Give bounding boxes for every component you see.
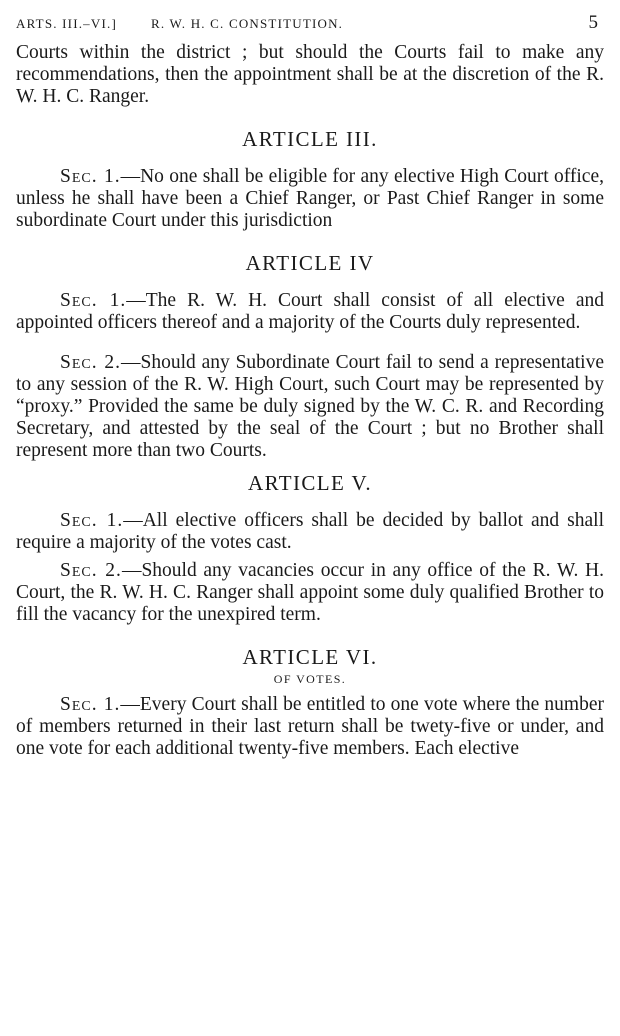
article-4-heading: ARTICLE IV [245, 251, 375, 275]
article-5-heading: ARTICLE V. [248, 471, 372, 495]
article-6-subheading: OF VOTES. [273, 672, 347, 686]
article-3-heading: ARTICLE III. [242, 127, 378, 151]
section-label: Sec. 2. [60, 560, 122, 581]
article-4-section-1 [16, 290, 604, 334]
section-label: Sec. 1. [60, 510, 124, 531]
section-label: Sec. 1. [60, 166, 121, 187]
running-head-title: R. W. H. C. CONSTITUTION. [150, 16, 344, 31]
section-text: —Should any vacancies occur in any office of the R. W. H. Court, the R. W. H. C. Ranger shall appoint some duly qualified Brother to fill the vacancy for the unexpired term. [16, 560, 604, 625]
section-text: —No one shall be eligible for any elective High Court office, unless he shall have been a Chief Ranger, or Past Chief Ranger in some subordinate Court under this jurisdiction [16, 166, 604, 231]
article-3-section-1 [16, 166, 604, 232]
section-label: Sec. 1. [60, 694, 121, 715]
section-label: Sec. 1. [60, 290, 127, 311]
article-5-section-1 [16, 510, 604, 554]
article-4-section-2 [16, 352, 604, 462]
section-text: —All elective officers shall be decided by ballot and shall require a majority of the votes cast. [16, 510, 604, 553]
intro-paragraph: Courts within the district ; but should the Courts fail to make any recommendations, then the appointment shall be at the discretion of the R. W. H. C. Ranger. [16, 42, 604, 107]
page-number: 5 [588, 12, 598, 33]
article-6-section-1 [16, 694, 604, 760]
book-page [16, 12, 604, 760]
article-5-section-2 [16, 560, 604, 626]
section-text: —Every Court shall be entitled to one vote where the number of members returned in their last return shall be twety-five or under, and one vote for each additional twenty-five members. Each elective [16, 694, 604, 759]
article-6-heading: ARTICLE VI. [242, 645, 378, 669]
section-text: —The R. W. H. Court shall consist of all elective and appointed officers thereof and a majority of the Courts duly represented. [16, 290, 604, 333]
running-head-articles: ARTS. III.–VI.] [16, 16, 117, 31]
section-text: —Should any Subordinate Court fail to send a representative to any session of the R. W. High Court, such Court may be represented by “proxy.” Provided the same be duly signed by the W. C. R. and Recording Secretary, and attested by the seal of the Court ; but no Brother shall represent more than two Courts. [16, 352, 604, 461]
running-head [16, 12, 604, 42]
section-label: Sec. 2. [60, 352, 122, 373]
